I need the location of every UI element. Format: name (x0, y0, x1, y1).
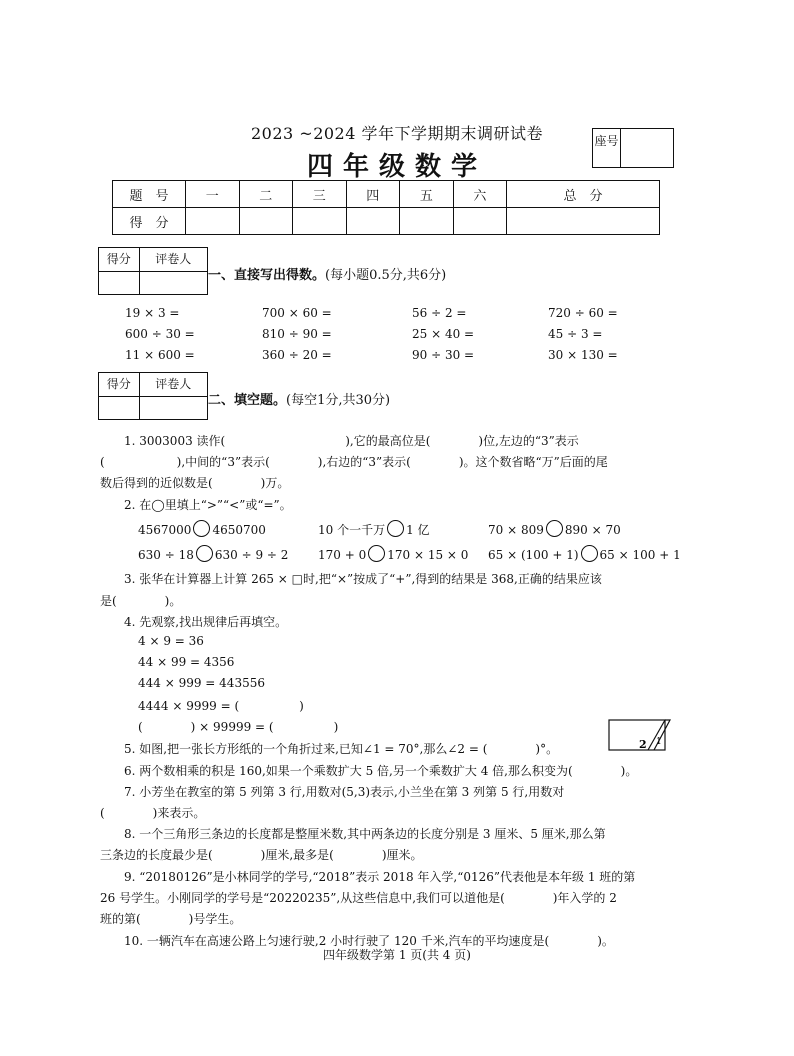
score-cell: 一 (186, 181, 240, 208)
compare-left: 10 个一千万 (318, 523, 386, 537)
compare-circle[interactable] (581, 545, 598, 562)
grader-score-label: 得分 (99, 248, 140, 271)
section1-title-bold: 一、直接写出得数。 (208, 268, 326, 283)
folded-rectangle-figure (608, 718, 672, 752)
score-input-cell[interactable] (453, 208, 507, 235)
calc-item: 56 ÷ 2 = (412, 306, 467, 320)
score-cell: 题 号 (113, 181, 186, 208)
compare-left: 170 + 0 (318, 548, 367, 562)
calc-item: 45 ÷ 3 = (548, 327, 603, 341)
compare-right: 630 ÷ 9 ÷ 2 (214, 548, 289, 562)
score-cell: 六 (453, 181, 507, 208)
pattern-line: 4444 × 9999 = ( ) (138, 699, 304, 713)
q9-line2: 26 号学生。小刚同学的学号是“20220235”,从这些信息中,我们可以道他是( )年入学的 2 (100, 891, 617, 905)
angle-1-label: 1 (656, 737, 662, 747)
calc-item: 90 ÷ 30 = (412, 348, 475, 362)
section2-title-bold: 二、填空题。 (208, 393, 287, 408)
compare-right: 890 × 70 (564, 523, 621, 537)
section2-title-note: (每空1分,共30分) (286, 393, 391, 408)
score-input-cell[interactable] (507, 208, 660, 235)
compare-left: 70 × 809 (488, 523, 544, 537)
calc-item: 720 ÷ 60 = (548, 306, 618, 320)
q9-line1: 9. “20180126”是小林同学的学号,“2018”表示 2018 年入学,“0126”代表他是本年级 1 班的第 (124, 870, 636, 884)
q7-line1: 7. 小芳坐在教室的第 5 列第 3 行,用数对(5,3)表示,小兰坐在第 3 列第 5 行,用数对 (124, 785, 565, 799)
q1-line1: 1. 3003003 读作( ),它的最高位是( )位,左边的“3”表示 (124, 434, 579, 448)
q3-line2: 是( )。 (100, 594, 182, 608)
compare-right: 170 × 15 × 0 (387, 548, 469, 562)
q8-line2: 三条边的长度最少是( )厘米,最多是( )厘米。 (100, 848, 423, 862)
compare-right: 65 × 100 + 1 (599, 548, 681, 562)
grader-name-label: 评卷人 (155, 377, 192, 391)
q1-line2: ( ),中间的“3”表示( ),右边的“3”表示( )。这个数省略“万”后面的尾 (100, 455, 608, 469)
compare-left: 65 × (100 + 1) (488, 548, 579, 562)
seat-label: 座号 (593, 129, 621, 167)
compare-row-1 (138, 520, 266, 537)
section1-title (208, 264, 446, 283)
pattern-line: 44 × 99 = 4356 (138, 655, 235, 669)
grader-box-2 (98, 372, 208, 420)
score-cell: 二 (239, 181, 293, 208)
score-cell: 三 (293, 181, 347, 208)
score-input-cell[interactable] (400, 208, 454, 235)
compare-circle[interactable] (546, 520, 563, 537)
q9-line3: 班的第( )号学生。 (100, 912, 242, 926)
calc-item: 360 ÷ 20 = (262, 348, 332, 362)
compare-row-2c (488, 545, 681, 562)
score-row-label: 得 分 (113, 208, 186, 235)
q3-line1: 3. 张华在计算器上计算 265 × □时,把“×”按成了“+”,得到的结果是 368,正确的结果应该 (124, 572, 602, 586)
q2-instruction: 2. 在◯里填上“>”“<”或“=”。 (124, 498, 292, 512)
score-cell: 五 (400, 181, 454, 208)
q5-line: 5. 如图,把一张长方形纸的一个角折过来,已知∠1 = 70°,那么∠2 = ( )°。 (124, 742, 559, 756)
score-input-cell[interactable] (346, 208, 400, 235)
calc-item: 600 ÷ 30 = (125, 327, 195, 341)
score-table (112, 180, 660, 235)
calc-item: 810 ÷ 90 = (262, 327, 332, 341)
compare-row-1b (318, 520, 430, 538)
q4-instruction: 4. 先观察,找出规律后再填空。 (124, 615, 288, 629)
q1-line3: 数后得到的近似数是( )万。 (100, 476, 290, 490)
compare-row-2 (138, 545, 288, 562)
seat-number-box (592, 128, 674, 168)
compare-left: 630 ÷ 18 (138, 548, 194, 562)
pattern-line: ( ) × 99999 = ( ) (138, 720, 339, 734)
q7-line2: ( )来表示。 (100, 806, 206, 820)
compare-row-1c (488, 520, 621, 537)
calc-item: 30 × 130 = (548, 348, 618, 362)
compare-circle[interactable] (368, 545, 385, 562)
score-table-header-row (113, 181, 660, 208)
exam-subtitle: 2023 ~2024 学年下学期期末调研试卷 (250, 124, 544, 143)
score-input-cell[interactable] (293, 208, 347, 235)
grader-box-1 (98, 247, 208, 295)
section2-title (208, 389, 390, 408)
angle-2-label: 2 (639, 738, 647, 751)
calc-item: 19 × 3 = (125, 306, 180, 320)
exam-title: 四年级数学 (306, 152, 487, 182)
q8-line1: 8. 一个三角形三条边的长度都是整厘米数,其中两条边的长度分别是 3 厘米、5 厘米,那么第 (124, 827, 606, 841)
compare-right: 4650700 (212, 523, 266, 537)
compare-left: 4567000 (138, 523, 192, 537)
compare-circle[interactable] (387, 520, 404, 537)
q10-line: 10. 一辆汽车在高速公路上匀速行驶,2 小时行驶了 120 千米,汽车的平均速度是( )。 (124, 934, 614, 948)
grader-score-label: 得分 (99, 373, 140, 396)
compare-circle[interactable] (193, 520, 210, 537)
page-footer: 四年级数学第 1 页(共 4 页) (323, 948, 471, 962)
compare-row-2b (318, 545, 468, 562)
q6-line: 6. 两个数相乘的积是 160,如果一个乘数扩大 5 倍,另一个乘数扩大 4 倍,那么积变为( )。 (124, 764, 638, 778)
calc-item: 25 × 40 = (412, 327, 475, 341)
score-cell: 总 分 (507, 181, 660, 208)
pattern-line: 4 × 9 = 36 (138, 634, 204, 648)
score-table-score-row (113, 208, 660, 235)
pattern-line: 444 × 999 = 443556 (138, 676, 265, 690)
score-cell: 四 (346, 181, 400, 208)
compare-circle[interactable] (196, 545, 213, 562)
section1-title-note: (每小题0.5分,共6分) (325, 268, 447, 283)
calc-item: 11 × 600 = (125, 348, 195, 362)
score-input-cell[interactable] (186, 208, 240, 235)
score-input-cell[interactable] (239, 208, 293, 235)
grader-name-label: 评卷人 (155, 252, 192, 266)
compare-right: 1 亿 (406, 523, 430, 537)
calc-item: 700 × 60 = (262, 306, 332, 320)
